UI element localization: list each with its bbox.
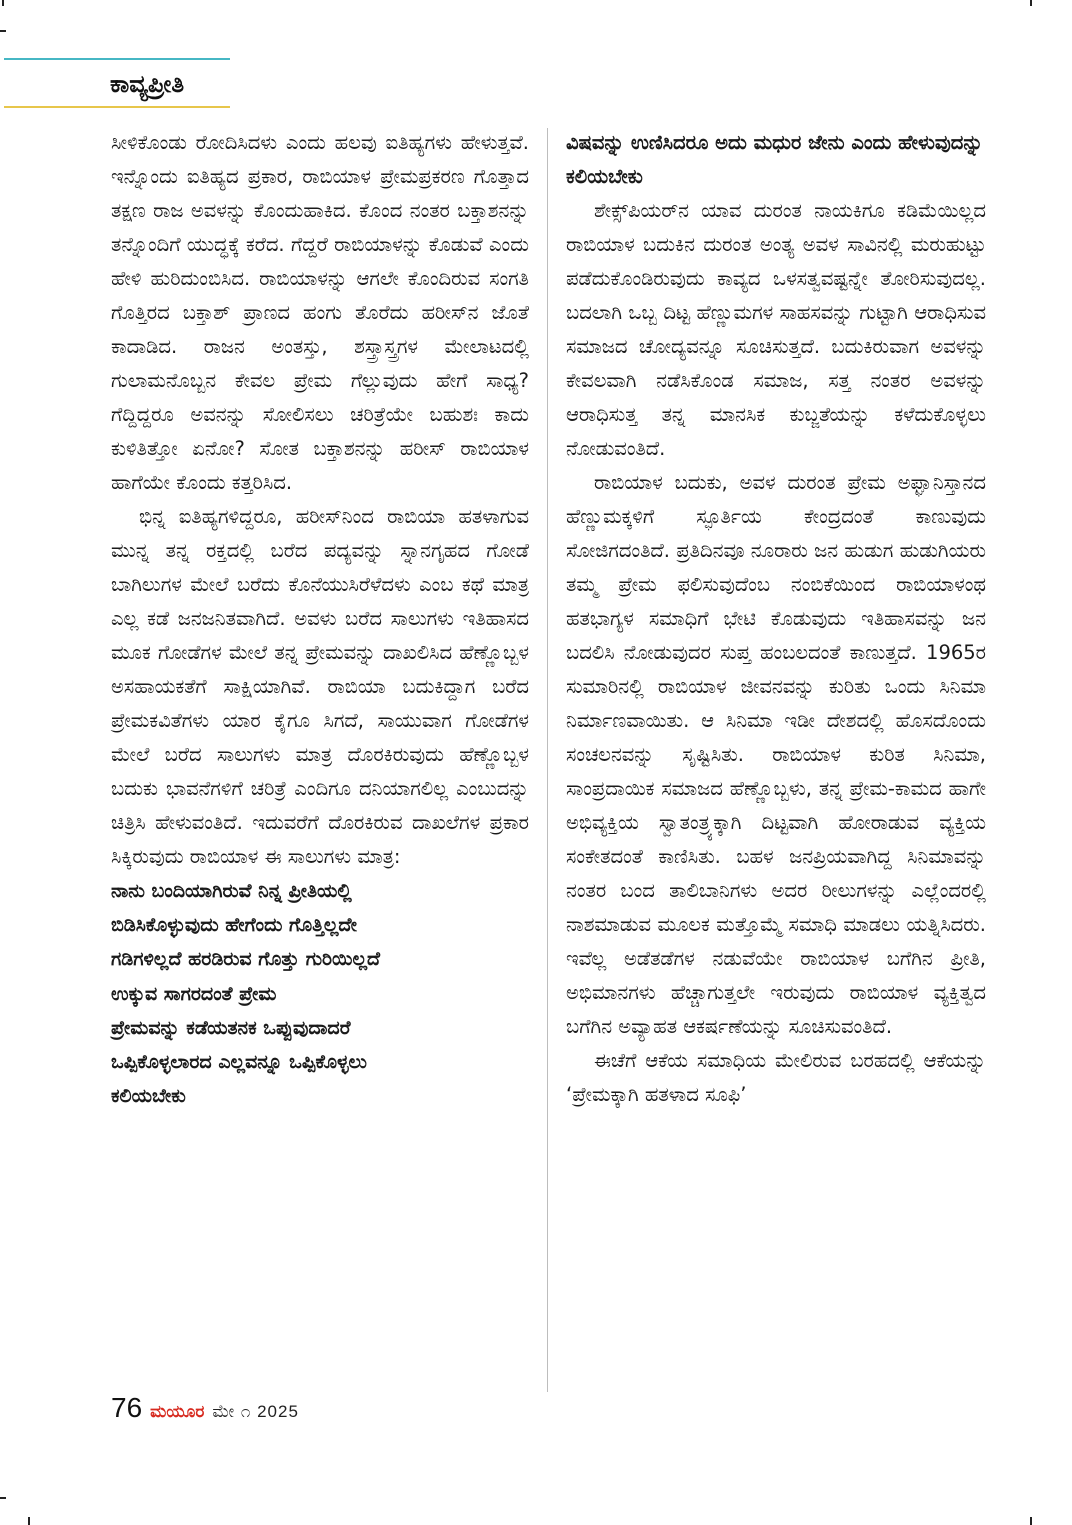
section-header [4, 58, 230, 108]
issue-date: ಮೇ ೧ 2025 [212, 1402, 299, 1421]
crop-mark-left-lower [0, 1497, 6, 1499]
article-paragraph: ರಾಬಿಯಾಳ ಬದುಕು, ಅವಳ ದುರಂತ ಪ್ರೇಮ ಅಫ್ಘಾನಿಸ್ತಾನದ ಹೆಣ್ಣುಮಕ್ಕಳಿಗೆ ಸ್ಫೂರ್ತಿಯ ಕೇಂದ್ರದಂತೆ ಕಾಣುವುದು ಸೋಜಿಗದಂತಿದೆ. ಪ್ರತಿದಿನವೂ ನೂರಾರು ಜನ ಹುಡುಗ ಹುಡುಗಿಯರು ತಮ್ಮ ಪ್ರೇಮ ಫಲಿಸುವುದೆಂಬ ನಂಬಿಕೆಯಿಂದ ರಾಬಿಯಾಳಂಥ ಹತಭಾಗ್ಯಳ ಸಮಾಧಿಗೆ ಭೇಟಿ ಕೊಡುವುದು ಇತಿಹಾಸವನ್ನು ಜನ ಬದಲಿಸಿ ನೋಡುವುದರ ಸುಪ್ತ ಹಂಬಲದಂತೆ ಕಾಣುತ್ತದೆ. 1965ರ ಸುಮಾರಿನಲ್ಲಿ ರಾಬಿಯಾಳ ಜೀವನವನ್ನು ಕುರಿತು ಒಂದು ಸಿನಿಮಾ ನಿರ್ಮಾಣವಾಯಿತು. ಆ ಸಿನಿಮಾ ಇಡೀ ದೇಶದಲ್ಲಿ ಹೊಸದೊಂದು ಸಂಚಲನವನ್ನು ಸೃಷ್ಟಿಸಿತು. ರಾಬಿಯಾಳ ಕುರಿತ ಸಿನಿಮಾ, ಸಾಂಪ್ರದಾಯಿಕ ಸಮಾಜದ ಹೆಣ್ಣೊಬ್ಬಳು, ತನ್ನ ಪ್ರೇಮ-ಕಾಮದ ಹಾಗೇ ಅಭಿವ್ಯಕ್ತಿಯ ಸ್ವಾತಂತ್ರ್ಯಕ್ಕಾಗಿ ದಿಟ್ಟವಾಗಿ ಹೋರಾಡುವ ವ್ಯಕ್ತಿಯ ಸಂಕೇತದಂತೆ ಕಾಣಿಸಿತು. ಬಹಳ ಜನಪ್ರಿಯವಾಗಿದ್ದ ಸಿನಿಮಾವನ್ನು ನಂತರ ಬಂದ ತಾಲಿಬಾನಿಗಳು ಅದರ ರೀಲುಗಳನ್ನು ಎಲ್ಲೆಂದರಲ್ಲಿ ನಾಶಮಾಡುವ ಮೂಲಕ ಮತ್ತೊಮ್ಮೆ ಸಮಾಧಿ ಮಾಡಲು ಯತ್ನಿಸಿದರು. ಇವೆಲ್ಲ ಅಡೆತಡೆಗಳ ನಡುವೆಯೇ ರಾಬಿಯಾಳ ಬಗೆಗಿನ ಪ್ರೀತಿ, ಅಭಿಮಾನಗಳು ಹೆಚ್ಚಾಗುತ್ತಲೇ ಇರುವುದು ರಾಬಿಯಾಳ ವ್ಯಕ್ತಿತ್ವದ ಬಗೆಗಿನ ಅವ್ಯಾಹತ ಆಕರ್ಷಣೆಯನ್ನು ಸೂಚಿಸುವಂತಿದೆ. [566, 471, 986, 1038]
crop-mark-top-right [1030, 0, 1032, 6]
page-footer [111, 1392, 299, 1432]
crop-mark-bottom-left [28, 1517, 30, 1525]
section-header-top-rule [4, 58, 230, 60]
poem-line: ನಾನು ಬಂದಿಯಾಗಿರುವೆ ನಿನ್ನ ಪ್ರೀತಿಯಲ್ಲಿ [111, 880, 352, 902]
poem-verse [111, 874, 529, 1113]
magazine-logo: ಮಯೂರ [150, 1402, 205, 1422]
column-divider [547, 128, 548, 1392]
crop-mark-left-upper [0, 30, 6, 32]
article-paragraph: ಶೇಕ್ಸ್‌ಪಿಯರ್‌ನ ಯಾವ ದುರಂತ ನಾಯಕಿಗೂ ಕಡಿಮೆಯಿಲ್ಲದ ರಾಬಿಯಾಳ ಬದುಕಿನ ದುರಂತ ಅಂತ್ಯ ಅವಳ ಸಾವಿನಲ್ಲಿ ಮರುಹುಟ್ಟು ಪಡೆದುಕೊಂಡಿರುವುದು ಕಾವ್ಯದ ಒಳಸತ್ವವಷ್ಟನ್ನೇ ತೋರಿಸುವುದಲ್ಲ. ಬದಲಾಗಿ ಒಬ್ಬ ದಿಟ್ಟ ಹೆಣ್ಣುಮಗಳ ಸಾಹಸವನ್ನು ಗುಟ್ಟಾಗಿ ಆರಾಧಿಸುವ ಸಮಾಜದ ಚೋದ್ಯವನ್ನೂ ಸೂಚಿಸುತ್ತದೆ. ಬದುಕಿರುವಾಗ ಅವಳನ್ನು ಕೇವಲವಾಗಿ ನಡೆಸಿಕೊಂಡ ಸಮಾಜ, ಸತ್ತ ನಂತರ ಅವಳನ್ನು ಆರಾಧಿಸುತ್ತ ತನ್ನ ಮಾನಸಿಕ ಕುಬ್ಜತೆಯನ್ನು ಕಳೆದುಕೊಳ್ಳಲು ನೋಡುವಂತಿದೆ. [566, 199, 986, 460]
section-header-bottom-rule [4, 106, 230, 108]
crop-mark-top-left [2, 0, 4, 6]
article-paragraph: ಭಿನ್ನ ಐತಿಹ್ಯಗಳಿದ್ದರೂ, ಹರೀಸ್‌ನಿಂದ ರಾಬಿಯಾ ಹತಳಾಗುವ ಮುನ್ನ ತನ್ನ ರಕ್ತದಲ್ಲಿ ಬರೆದ ಪದ್ಯವನ್ನು ಸ್ನಾನಗೃಹದ ಗೋಡೆ ಬಾಗಿಲುಗಳ ಮೇಲೆ ಬರೆದು ಕೊನೆಯುಸಿರೆಳೆದಳು ಎಂಬ ಕಥೆ ಮಾತ್ರ ಎಲ್ಲ ಕಡೆ ಜನಜನಿತವಾಗಿದೆ. ಅವಳು ಬರೆದ ಸಾಲುಗಳು ಇತಿಹಾಸದ ಮೂಕ ಗೋಡೆಗಳ ಮೇಲೆ ತನ್ನ ಪ್ರೇಮವನ್ನು ದಾಖಲಿಸಿದ ಹೆಣ್ಣೊಬ್ಬಳ ಅಸಹಾಯಕತೆಗೆ ಸಾಕ್ಷಿಯಾಗಿವೆ. ರಾಬಿಯಾ ಬದುಕಿದ್ದಾಗ ಬರೆದ ಪ್ರೇಮಕವಿತೆಗಳು ಯಾರ ಕೈಗೂ ಸಿಗದೆ, ಸಾಯುವಾಗ ಗೋಡೆಗಳ ಮೇಲೆ ಬರೆದ ಸಾಲುಗಳು ಮಾತ್ರ ದೊರಕಿರುವುದು ಹೆಣ್ಣೊಬ್ಬಳ ಬದುಕು ಭಾವನೆಗಳಿಗೆ ಚರಿತ್ರೆ ಎಂದಿಗೂ ದನಿಯಾಗಲಿಲ್ಲ ಎಂಬುದನ್ನು ಚಿತ್ರಿಸಿ ಹೇಳುವಂತಿದೆ. ಇದುವರೆಗೆ ದೊರಕಿರುವ ದಾಖಲೆಗಳ ಪ್ರಕಾರ ಸಿಕ್ಕಿರುವುದು ರಾಬಿಯಾಳ ಈ ಸಾಲುಗಳು ಮಾತ್ರ: [111, 505, 529, 868]
crop-mark-bottom-right [1030, 1517, 1032, 1525]
article-paragraph: ಸೀಳಿಕೊಂಡು ರೋದಿಸಿದಳು ಎಂದು ಹಲವು ಐತಿಹ್ಯಗಳು ಹೇಳುತ್ತವೆ. ಇನ್ನೊಂದು ಐತಿಹ್ಯದ ಪ್ರಕಾರ, ರಾಬಿಯಾಳ ಪ್ರೇಮಪ್ರಕರಣ ಗೊತ್ತಾದ ತಕ್ಷಣ ರಾಜ ಅವಳನ್ನು ಕೊಂದುಹಾಕಿದ. ಕೊಂದ ನಂತರ ಬಕ್ತಾಶನನ್ನು ತನ್ನೊಂದಿಗೆ ಯುದ್ಧಕ್ಕೆ ಕರೆದ. ಗೆದ್ದರೆ ರಾಬಿಯಾಳನ್ನು ಕೊಡುವೆ ಎಂದು ಹೇಳಿ ಹುರಿದುಂಬಿಸಿದ. ರಾಬಿಯಾಳನ್ನು ಆಗಲೇ ಕೊಂದಿರುವ ಸಂಗತಿ ಗೊತ್ತಿರದ ಬಕ್ತಾಶ್ ಪ್ರಾಣದ ಹಂಗು ತೊರೆದು ಹರೀಸ್‌ನ ಜೊತೆ ಕಾದಾಡಿದ. ರಾಜನ ಅಂತಸ್ತು, ಶಸ್ತ್ರಾಸ್ತ್ರಗಳ ಮೇಲಾಟದಲ್ಲಿ ಗುಲಾಮನೊಬ್ಬನ ಕೇವಲ ಪ್ರೇಮ ಗೆಲ್ಲುವುದು ಹೇಗೆ ಸಾಧ್ಯ? ಗೆದ್ದಿದ್ದರೂ ಅವನನ್ನು ಸೋಲಿಸಲು ಚರಿತ್ರೆಯೇ ಬಹುಶಃ ಕಾದು ಕುಳಿತಿತ್ತೋ ಏನೋ? ಸೋತ ಬಕ್ತಾಶನನ್ನು ಹರೀಸ್ ರಾಬಿಯಾಳ ಹಾಗೆಯೇ ಕೊಂದು ಕತ್ತರಿಸಿದ. [111, 131, 529, 494]
article-column-right [566, 126, 986, 1112]
poem-line: ಗಡಿಗಳಿಲ್ಲದೆ ಹರಡಿರುವ ಗೊತ್ತು ಗುರಿಯಿಲ್ಲದೆ [111, 948, 381, 971]
poem-verse-end: ವಿಷವನ್ನು ಉಣಿಸಿದರೂ ಅದು ಮಧುರ ಜೇನು ಎಂದು ಹೇಳುವುದನ್ನು ಕಲಿಯಬೇಕು [566, 131, 984, 188]
article-column-left [111, 126, 529, 1113]
page-number: 76 [111, 1392, 143, 1423]
section-title: ಕಾವ್ಯಪ್ರೀತಿ [110, 70, 185, 98]
poem-line: ಒಪ್ಪಿಕೊಳ್ಳಲಾರದ ಎಲ್ಲವನ್ನೂ ಒಪ್ಪಿಕೊಳ್ಳಲು [111, 1051, 367, 1074]
poem-line: ಪ್ರೇಮವನ್ನು ಕಡೆಯತನಕ ಒಪ್ಪುವುದಾದರೆ [111, 1016, 351, 1039]
poem-line: ಕಲಿಯಬೇಕು [111, 1085, 186, 1108]
article-paragraph: ಈಚೆಗೆ ಆಕೆಯ ಸಮಾಧಿಯ ಮೇಲಿರುವ ಬರಹದಲ್ಲಿ ಆಕೆಯನ್ನು ‘ಪ್ರೇಮಕ್ಕಾಗಿ ಹತಳಾದ ಸೂಫಿ’ [566, 1049, 986, 1106]
poem-line: ಬಿಡಿಸಿಕೊಳ್ಳುವುದು ಹೇಗೆಂದು ಗೊತ್ತಿಲ್ಲದೇ [111, 914, 357, 937]
poem-line: ಉಕ್ಕುವ ಸಾಗರದಂತೆ ಪ್ರೇಮ [111, 982, 277, 1005]
